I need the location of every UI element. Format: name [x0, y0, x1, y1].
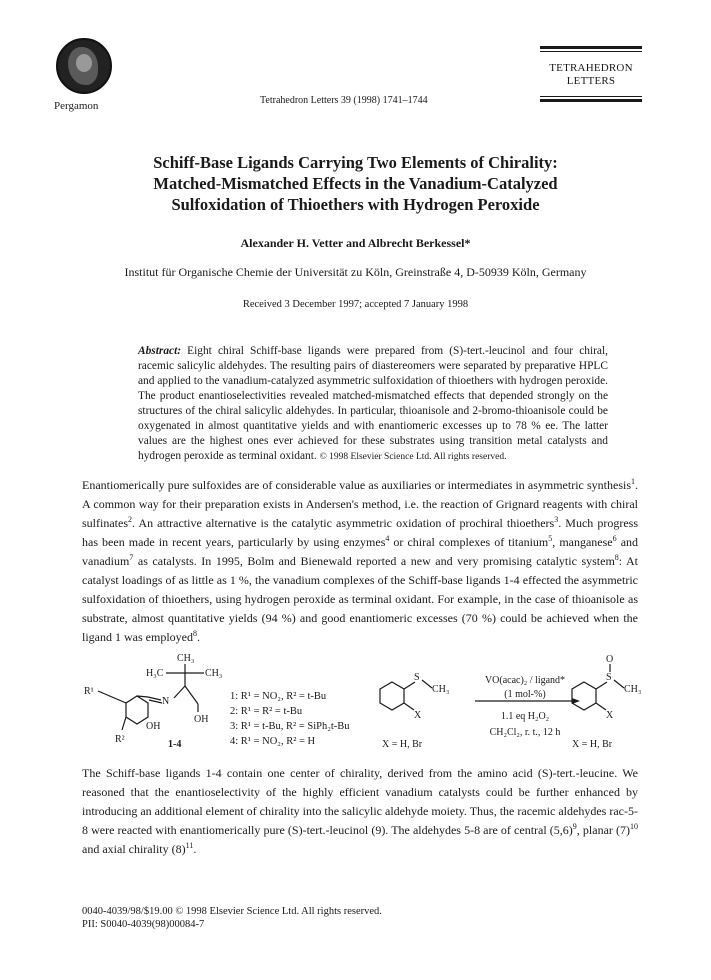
reference-marker: 10: [630, 822, 638, 831]
reference-marker: 9: [572, 822, 577, 831]
elsevier-tree-logo-icon: [56, 38, 112, 94]
reference-marker: 2: [128, 515, 132, 524]
footer-pii: PII: S0040-4039(98)00084-7: [82, 919, 205, 930]
body-text: and vanadium: [82, 535, 639, 568]
scheme-o-product: O: [606, 654, 614, 665]
scheme-condition-solvent: CH₂Cl₂, r. t., 12 h: [489, 727, 561, 738]
abstract: [138, 344, 608, 465]
journal-citation: Tetrahedron Letters 39 (1998) 1741–1744: [260, 95, 428, 106]
authors: Alexander H. Vetter and Albrecht Berkessel*: [240, 236, 471, 250]
scheme-ligand-label: 1-4: [168, 739, 182, 750]
scheme-condition-loading: (1 mol-%): [504, 689, 546, 700]
abstract-copyright: © 1998 Elsevier Science Ltd. All rights reserved.: [319, 452, 507, 462]
scheme-ch3-substrate: CH₃: [432, 684, 450, 695]
ligand-entry: 3: R¹ = t-Bu, R² = SiPh₂t-Bu: [230, 721, 350, 732]
scheme-ch3-top: CH₃: [177, 653, 195, 664]
body-text: or chiral complexes of titanium: [389, 535, 549, 549]
article-title: [60, 152, 651, 215]
reference-marker: 8: [192, 629, 197, 638]
body-text: . Much progress has been made in recent years, particularly by using enzymes: [82, 516, 638, 549]
journal-name-line: LETTERS: [566, 75, 616, 87]
reaction-scheme: [82, 652, 642, 754]
received-dates: Received 3 December 1997; accepted 7 January 1998: [242, 299, 469, 310]
reference-marker: 8: [614, 553, 619, 562]
body-text: The Schiff-base ligands 1-4 contain one center of chirality, derived from the amino acid (S)-tert.-leucine. We reasoned that the enantioselectivity of the highly efficient vanadium catalysts could be further enhanced by introducing an additional element of chirality into the salicylic aldehyde moiety. Thus, the racemic aldehydes rac-5-8 were reacted with enantiomerically pure (S)-tert.-leucinol (9). The aldehydes 5-8 are of central (5,6): [82, 766, 638, 837]
scheme-x-substrate: X: [414, 710, 422, 721]
body-text: . An attractive alternative is the catalytic asymmetric oxidation of prochiral thioethers: [132, 516, 555, 530]
ligand-entry: 2: R¹ = R² = t-Bu: [230, 706, 303, 717]
scheme-r2: R²: [115, 734, 125, 745]
page-footer: [82, 905, 382, 931]
body-paragraph-1: [82, 476, 638, 647]
reference-marker: 6: [612, 534, 617, 543]
journal-name-line: TETRAHEDRON: [549, 62, 633, 74]
scheme-ch3-right: CH₃: [205, 668, 223, 679]
masthead-rule: [540, 99, 642, 102]
scheme-s-substrate: S: [414, 672, 420, 683]
journal-name: [540, 62, 642, 88]
reference-marker: 3: [554, 515, 559, 524]
body-text: , manganese: [552, 535, 613, 549]
body-text: : At catalyst loadings of as little as 1 %, the vanadium complexes of the Schiff-base ligands 1-4 effected the asymmetric sulfoxidation of thioethers, using hydrogen peroxide as terminal oxidant. For example, in the case of thioanisole as substrate, almost quantitative yields (94 %) and good enantiomeric excesses (70 %) could be achieved when the ligand 1 was employed: [82, 554, 639, 644]
title-line: Matched-Mismatched Effects in the Vanadium-Catalyzed: [153, 174, 558, 193]
ligand-entry: 1: R¹ = NO₂, R² = t-Bu: [230, 691, 327, 702]
body-text: Enantiomerically pure sulfoxides are of considerable value as auxiliaries or intermediates in asymmetric synthesis: [82, 478, 631, 492]
title-line: Schiff-Base Ligands Carrying Two Elements of Chirality:: [153, 153, 558, 172]
scheme-s-product: S: [606, 672, 612, 683]
body-text: .: [196, 630, 200, 644]
reference-marker: 4: [385, 534, 390, 543]
title-line: Sulfoxidation of Thioethers with Hydrogen Peroxide: [171, 195, 540, 214]
masthead-rule: [540, 96, 642, 97]
body-text: and axial chirality (8): [82, 842, 186, 856]
body-text: , planar (7): [576, 823, 630, 837]
reference-marker: 1: [631, 477, 635, 486]
body-text: .: [193, 842, 197, 856]
reference-marker: 11: [185, 841, 194, 850]
affiliation: Institut für Organische Chemie der Universität zu Köln, Greinstraße 4, D-50939 Köln, Germany: [124, 265, 587, 279]
scheme-x-definition-product: X = H, Br: [572, 739, 613, 750]
scheme-oh-phenol: OH: [146, 721, 161, 732]
publisher-logo: [54, 38, 114, 112]
scheme-drawing: [82, 652, 642, 754]
body-text: as catalysts. In 1995, Bolm and Bienewald reported a new and very promising catalytic system: [133, 554, 615, 568]
body-paragraph-2: [82, 764, 638, 859]
journal-masthead: [540, 46, 642, 104]
scheme-r1: R¹: [84, 686, 94, 697]
ligand-list: [230, 689, 350, 749]
scheme-ch3-product: CH₃: [624, 684, 642, 695]
masthead-rule: [540, 51, 642, 52]
masthead-rule: [540, 46, 642, 49]
scheme-condition-catalyst: VO(acac)₂ / ligand*: [484, 675, 566, 686]
body-text: . A common way for their preparation exists in Andersen's method, i.e. the reaction of Grignard reagents with chiral sulfinates: [82, 478, 638, 530]
scheme-n: N: [162, 696, 170, 707]
scheme-condition-oxidant: 1.1 eq H₂O₂: [500, 711, 550, 722]
abstract-text: Eight chiral Schiff-base ligands were prepared from (S)-tert.-leucinol and four chiral, racemic salicylic aldehydes. The resulting pairs of diastereomers were separated by preparative HPLC and applied to the vanadium-catalyzed asymmetric sulfoxidation of thioethers with hydrogen peroxide. The product enantioselectivities revealed matched-mismatched effects that depended strongly on the structures of the chiral salicylic aldehydes. In particular, thioanisole and 2-bromo-thioanisole could be oxygenated in almost quantitative yields and with enantiomeric excesses up to 78 % ee. The latter values are the highest ones ever achieved for these substrates using transition metal catalysts and hydrogen peroxide as terminal oxidant.: [138, 345, 608, 462]
publisher-name: Pergamon: [54, 100, 99, 112]
reference-marker: 7: [129, 553, 134, 562]
ligand-entry: 4: R¹ = NO₂, R² = H: [230, 736, 316, 747]
reference-marker: 5: [548, 534, 553, 543]
scheme-x-product: X: [606, 710, 614, 721]
abstract-lead: Abstract:: [138, 345, 182, 357]
footer-copyright: 0040-4039/98/$19.00 © 1998 Elsevier Science Ltd. All rights reserved.: [82, 906, 382, 917]
scheme-x-definition: X = H, Br: [382, 739, 423, 750]
scheme-oh-alcohol: OH: [194, 714, 209, 725]
scheme-h3c: H₃C: [146, 668, 164, 679]
